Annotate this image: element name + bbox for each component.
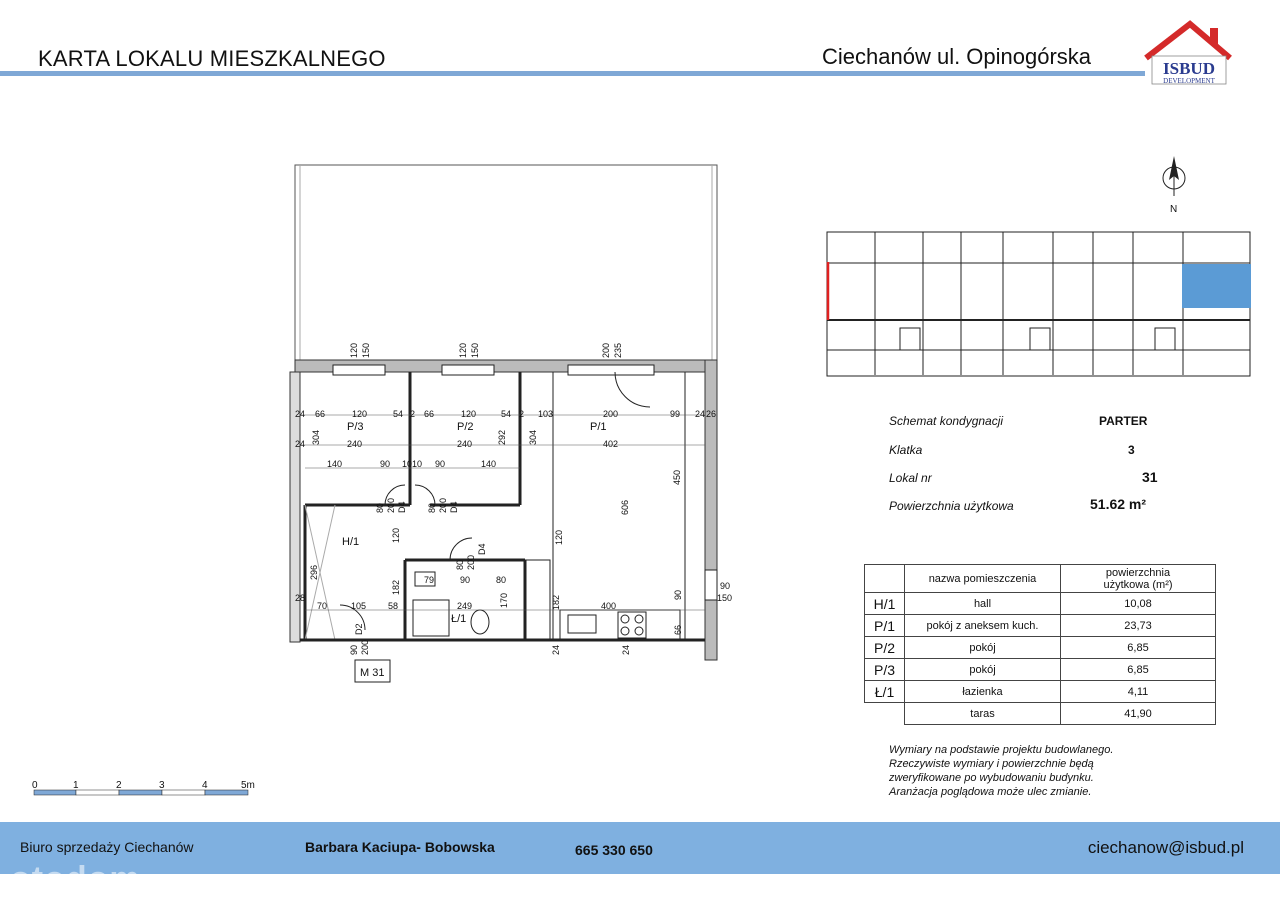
dim-text: 249 [457,601,473,611]
room-name: taras [905,703,1061,725]
dim-text: 2 [519,409,525,419]
table-header-area-line1: powierzchnia [1105,566,1171,579]
dim-text: D4 [477,543,487,555]
floor-value: PARTER [1099,414,1148,428]
room-area: 23,73 [1061,615,1216,637]
note-line: Wymiary na podstawie projektu budowlanego. [889,744,1114,756]
room-area: 41,90 [1061,703,1216,725]
kitchen-sink-icon [568,615,596,633]
logo-name: ISBUD [1163,59,1215,78]
terrace-outline [295,165,717,360]
room-code: P/1 [865,615,905,637]
dim-text: 304 [528,429,538,445]
dim-text: 120 [554,529,564,545]
dim-text: 105 [351,601,367,611]
north-label: N [1170,204,1178,215]
contact-person: Barbara Kaciupa- Bobowska [305,839,495,855]
dim-text: 170 [499,592,509,608]
dim-text: 24 [621,644,631,655]
room-label-l1: Ł/1 [451,613,467,625]
logo-subtitle: DEVELOPMENT [1163,77,1215,85]
note-line: zweryfikowane po wybudowaniu budynku. [889,772,1094,784]
area-value: 51.62 m² [1090,496,1147,512]
scale-tick: 1 [73,780,79,791]
scale-bar [28,778,268,800]
dim-text: 120 [352,409,368,419]
note-line: Aranżacja poglądowa może ulec zmianie. [889,786,1092,798]
dim-text: 450 [672,469,682,485]
dim-text: D4 [449,501,459,513]
window-p3 [333,365,385,375]
dim-text: 120 [461,409,477,419]
room-area: 6,85 [1061,659,1216,681]
door-p2 [415,485,435,505]
dim-text: 10 [402,459,413,469]
unit-label: M 31 [360,667,385,679]
table-header-row [865,565,1216,593]
table-row [865,637,1216,659]
dim-text: 200 [386,497,396,513]
dim-text: 66 [315,409,326,419]
table-header-name: nazwa pomieszczenia [905,565,1061,593]
room-code: H/1 [865,593,905,615]
dim-text: 140 [481,459,497,469]
room-label-p1: P/1 [590,421,607,433]
room-area: 6,85 [1061,637,1216,659]
footer-bar [0,822,1280,874]
table-header-code [865,565,905,593]
window-p1 [568,365,654,375]
dim-text: 150 [361,342,371,358]
dim-text: 24 [695,409,706,419]
dim-text: D4 [397,501,407,513]
window-p2 [442,365,494,375]
exterior-wall-right [705,360,717,660]
dim-text: 66 [673,624,683,635]
page-title: KARTA LOKALU MIESZKALNEGO [38,46,386,71]
room-name: pokój z aneksem kuch. [905,615,1061,637]
dim-text: 240 [457,439,473,449]
room-code [865,703,905,725]
header-rule [0,71,1145,76]
dim-text: 182 [391,579,401,595]
scale-tick: 4 [202,780,208,791]
dim-text: 80 [455,559,465,570]
room-code: P/3 [865,659,905,681]
note-line: Rzeczywiste wymiary i powierzchnie będą [889,758,1094,770]
dim-text: 80 [496,575,507,585]
dim-text: 54 [393,409,404,419]
dim-text: 90 [460,575,471,585]
dim-text: 58 [388,601,399,611]
dim-text: 80 [375,502,385,513]
dim-text: 606 [620,499,630,515]
dim-text: 120 [349,342,359,358]
dim-text: 150 [470,342,480,358]
dim-text: 140 [327,459,343,469]
dim-text: 103 [538,409,554,419]
dim-text: 99 [670,409,681,419]
room-label-h1: H/1 [342,536,360,548]
contact-email[interactable]: ciechanow@isbud.pl [1087,838,1244,857]
dim-text: 80 [427,502,437,513]
table-row [865,681,1216,703]
room-name: łazienka [905,681,1061,703]
dim-text: 304 [311,429,321,445]
shower-icon [413,600,449,636]
dim-text: 28 [295,593,306,603]
room-name: pokój [905,637,1061,659]
dim-text: 150 [717,593,733,603]
stair-value: 3 [1128,443,1135,457]
dim-text: 200 [603,409,619,419]
scale-tick: 5m [241,780,255,791]
table-row [865,703,1216,725]
building-scheme [815,150,1260,390]
dim-text: 90 [673,589,683,600]
scale-tick: 3 [159,780,165,791]
room-area: 4,11 [1061,681,1216,703]
dim-text: 182 [551,594,561,610]
north-arrow-icon [1163,156,1185,215]
dim-text: 90 [349,644,359,655]
unit-no-label: Lokal nr [889,471,932,485]
location-text: Ciechanów ul. Opinogórska [822,44,1092,69]
table-row [865,659,1216,681]
dim-text: 10 [412,459,423,469]
dim-text: 70 [317,601,328,611]
dim-text: 200 [438,497,448,513]
room-code: Ł/1 [865,681,905,703]
table-header-area [1061,565,1216,593]
dim-text: 120 [391,527,401,543]
floor-plan [285,160,735,700]
isbud-logo [1138,18,1238,88]
fridge [525,560,550,640]
dim-text: 24 [295,409,306,419]
disclaimer-notes [889,743,1113,799]
dim-text: 26 [706,409,717,419]
table-header-area-line2: użytkowa (m²) [1103,578,1173,591]
dim-text: 200 [360,639,370,655]
dim-text: 120 [458,342,468,358]
dim-text: 90 [435,459,446,469]
stair-label: Klatka [889,443,923,457]
highlighted-unit [1182,264,1251,308]
area-label: Powierzchnia użytkowa [889,499,1014,513]
toilet-icon [471,610,489,634]
dim-text: 79 [424,575,435,585]
dim-text: 90 [380,459,391,469]
dim-text: 235 [613,342,623,358]
rooms-table [864,564,1216,725]
dim-text: 200 [601,342,611,358]
table-row [865,615,1216,637]
window-kitchen [705,570,717,600]
dim-text: 292 [497,429,507,445]
dim-text: 24 [295,439,306,449]
dim-text: 2 [410,409,416,419]
scale-tick: 0 [32,780,38,791]
dim-text: 200 [466,554,476,570]
room-label-p2: P/2 [457,421,474,433]
scale-tick: 2 [116,780,122,791]
dim-text: 296 [309,564,319,580]
unit-no-value: 31 [1142,469,1158,485]
dim-text: D2 [354,623,364,635]
table-row [865,593,1216,615]
floor-label: Schemat kondygnacji [889,414,1004,428]
contact-phone[interactable]: 665 330 650 [575,842,653,858]
room-code: P/2 [865,637,905,659]
room-area: 10,08 [1061,593,1216,615]
door-terrace [615,372,650,407]
logo-chimney-icon [1210,28,1218,44]
dim-text: 240 [347,439,363,449]
dim-text: 402 [603,439,619,449]
room-label-p3: P/3 [347,421,364,433]
dim-text: 24 [551,644,561,655]
room-name: pokój [905,659,1061,681]
sales-office: Biuro sprzedaży Ciechanów [20,839,194,855]
dim-text: 90 [720,581,731,591]
room-name: hall [905,593,1061,615]
dim-text: 54 [501,409,512,419]
watermark: otodom [10,860,141,898]
dim-text: 66 [424,409,435,419]
dim-text: 400 [601,601,617,611]
